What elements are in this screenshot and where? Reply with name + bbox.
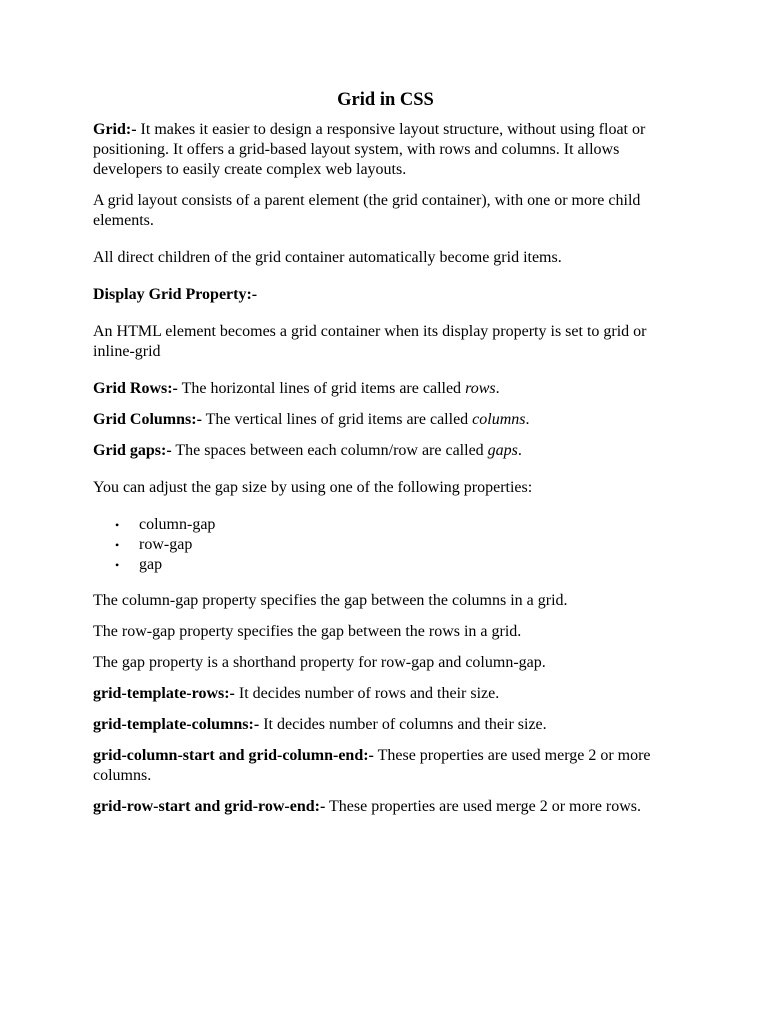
row-gap-paragraph: The row-gap property specifies the gap between the rows in a grid. <box>93 623 522 640</box>
display-grid-heading <box>93 285 678 305</box>
list-item: • row-gap <box>139 535 678 555</box>
adjust-paragraph: You can adjust the gap size by using one of the following properties: <box>93 479 533 496</box>
column-start-end-definition <box>93 746 678 786</box>
grid-gaps-end: . <box>517 442 522 459</box>
grid-gaps-text: The spaces between each column/row are called <box>171 442 488 459</box>
display-paragraph: An HTML element becomes a grid container when its display property is set to grid or inline-grid <box>93 323 647 360</box>
template-columns-definition <box>93 715 678 735</box>
grid-rows-text: The horizontal lines of grid items are called <box>177 380 466 397</box>
grid-intro-paragraph <box>93 120 678 180</box>
list-item: • column-gap <box>139 515 678 535</box>
grid-term: Grid:- <box>93 121 137 138</box>
column-start-end-term: grid-column-start and grid-column-end:- <box>93 747 374 764</box>
grid-columns-term: Grid Columns:- <box>93 411 202 428</box>
template-rows-term: grid-template-rows:- <box>93 685 235 702</box>
grid-rows-end: . <box>495 380 500 397</box>
grid-rows-term: Grid Rows:- <box>93 380 178 397</box>
template-columns-term: grid-template-columns:- <box>93 716 260 733</box>
list-item: • gap <box>139 555 678 575</box>
row-start-end-definition <box>93 797 678 817</box>
grid-columns-emphasis: columns <box>472 411 526 428</box>
gap-properties-list <box>93 515 678 575</box>
grid-columns-definition <box>93 410 678 430</box>
grid-columns-text: The vertical lines of grid items are called <box>201 411 473 428</box>
children-paragraph: All direct children of the grid container automatically become grid items. <box>93 249 562 266</box>
grid-rows-emphasis: rows <box>465 380 496 397</box>
grid-intro-text: It makes it easier to design a responsive layout structure, without using float or positioning. It offers a grid-based layout system, with rows and columns. It allows developers to easily create complex web layouts. <box>93 121 646 178</box>
page-title: Grid in CSS <box>337 90 434 110</box>
column-start-end-text: These properties are used merge 2 or more columns. <box>93 747 651 784</box>
layout-paragraph: A grid layout consists of a parent element (the grid container), with one or more child elements. <box>93 192 641 229</box>
column-gap-paragraph: The column-gap property specifies the gap between the columns in a grid. <box>93 592 568 609</box>
row-start-end-text: These properties are used merge 2 or more rows. <box>325 798 642 815</box>
gap-shorthand-paragraph: The gap property is a shorthand property for row-gap and column-gap. <box>93 654 546 671</box>
display-grid-heading-text: Display Grid Property:- <box>93 286 258 303</box>
grid-gaps-emphasis: gaps <box>487 442 518 459</box>
grid-columns-end: . <box>525 411 530 428</box>
template-rows-definition <box>93 684 678 704</box>
grid-rows-definition <box>93 379 678 399</box>
row-start-end-term: grid-row-start and grid-row-end:- <box>93 798 326 815</box>
grid-gaps-term: Grid gaps:- <box>93 442 172 459</box>
template-rows-text: It decides number of rows and their size. <box>234 685 500 702</box>
document-page <box>93 88 678 828</box>
template-columns-text: It decides number of columns and their size. <box>259 716 547 733</box>
grid-gaps-definition <box>93 441 678 461</box>
